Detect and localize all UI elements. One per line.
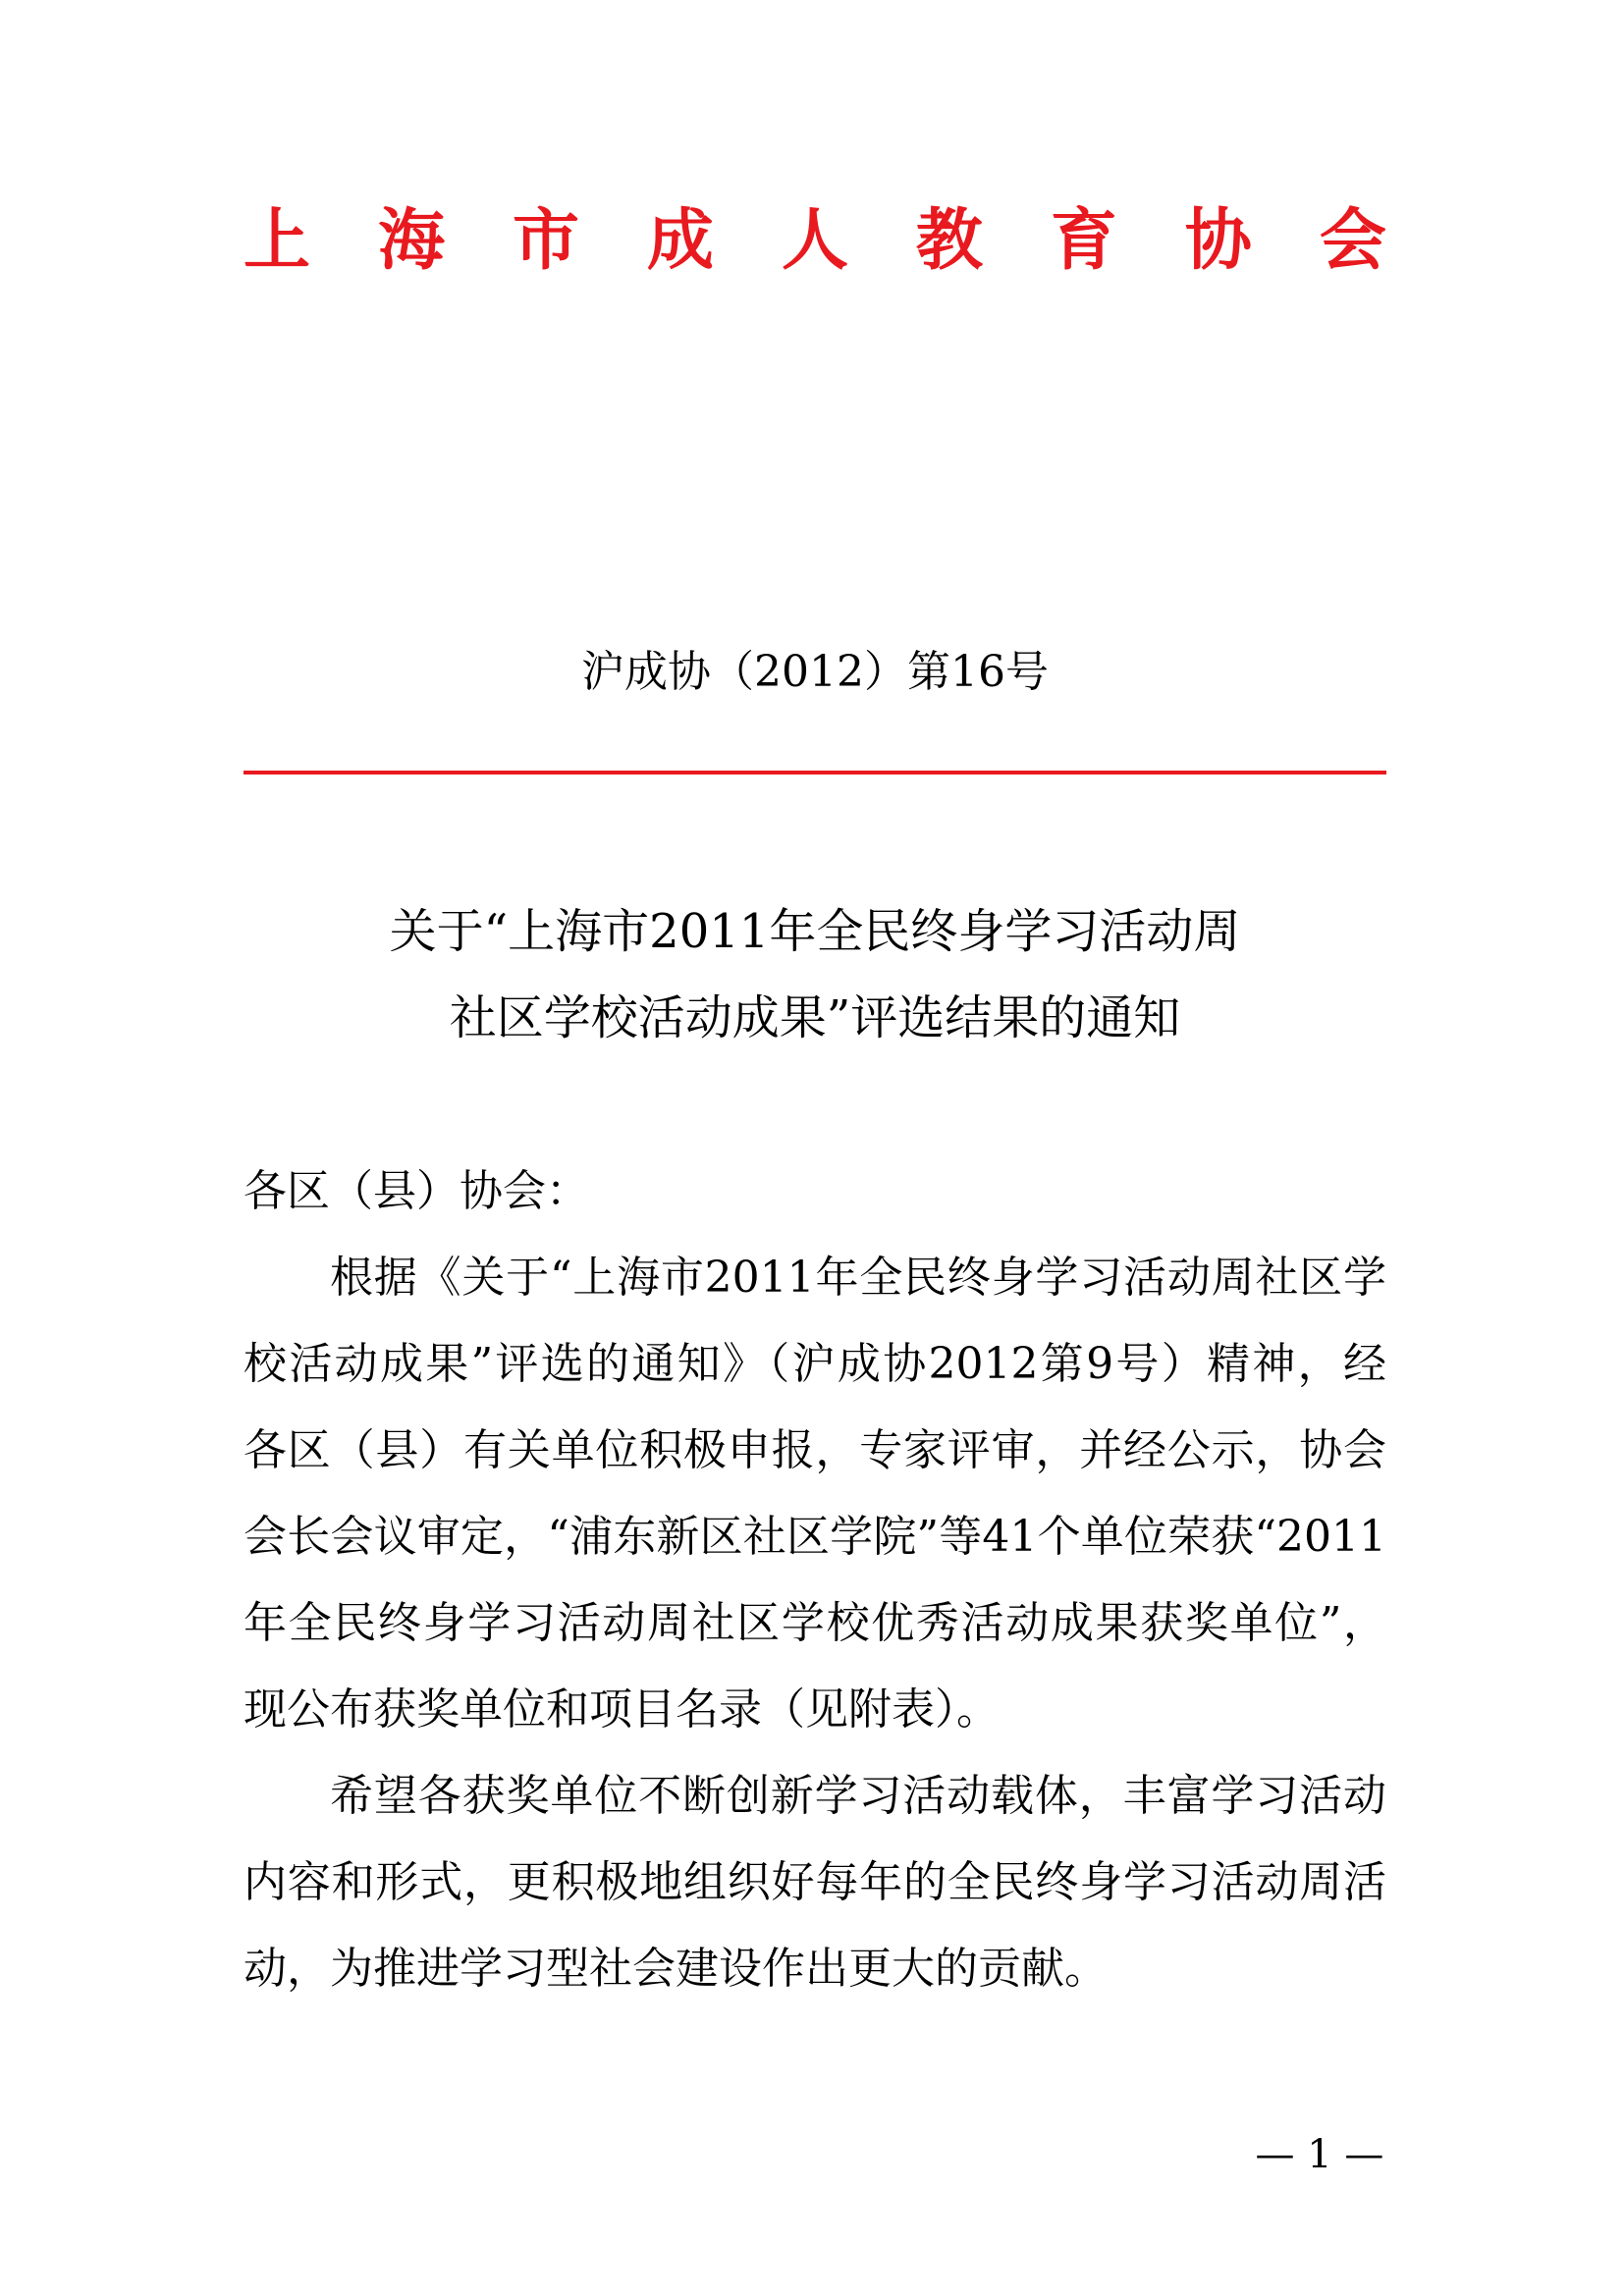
header-divider [244, 771, 1386, 774]
org-header-char: 教 [915, 201, 983, 280]
paragraph-1-line: 会长会议审定，“浦东新区社区学院”等41个单位荣获“2011 [244, 1512, 1386, 1562]
paragraph-1-line: 根据《关于“上海市2011年全民终身学习活动周社区学 [330, 1253, 1386, 1303]
org-header-char: 育 [1050, 201, 1117, 280]
salutation: 各区（县）协会： [244, 1166, 589, 1216]
org-header-char: 成 [646, 201, 714, 280]
org-header-char: 人 [781, 201, 848, 280]
document-body [244, 1148, 1386, 2012]
paragraph-2-line: 内容和形式，更积极地组织好每年的全民终身学习活动周活 [244, 1857, 1386, 1907]
paragraph-1-line: 年全民终身学习活动周社区学校优秀活动成果获奖单位”， [244, 1598, 1386, 1648]
title-line-1: 关于“上海市2011年全民终身学习活动周 [389, 904, 1241, 959]
paragraph-1-line: 现公布获奖单位和项目名录（见附表）。 [244, 1684, 1000, 1735]
paragraph-1-line: 校活动成果”评选的通知》（沪成协2012第9号）精神，经 [244, 1339, 1386, 1389]
title-line-2: 社区学校活动成果”评选结果的通知 [449, 990, 1181, 1045]
organization-header [244, 196, 1386, 285]
paragraph-2-line: 希望各获奖单位不断创新学习活动载体，丰富学习活动 [330, 1771, 1386, 1821]
document-number: 沪成协（2012）第16号 [581, 647, 1049, 697]
org-header-char: 会 [1319, 201, 1386, 280]
paragraph-2-line: 动，为推进学习型社会建设作出更大的贡献。 [244, 1944, 1108, 1994]
org-header-char: 海 [377, 201, 445, 280]
document-title [244, 888, 1386, 1061]
paragraph-1-line: 各区（县）有关单位积极申报，专家评审，并经公示，协会 [244, 1425, 1386, 1475]
org-header-char: 市 [512, 201, 579, 280]
org-header-char: 协 [1184, 201, 1252, 280]
page-number: — 1 — [1255, 2132, 1384, 2177]
org-header-char: 上 [244, 201, 311, 280]
